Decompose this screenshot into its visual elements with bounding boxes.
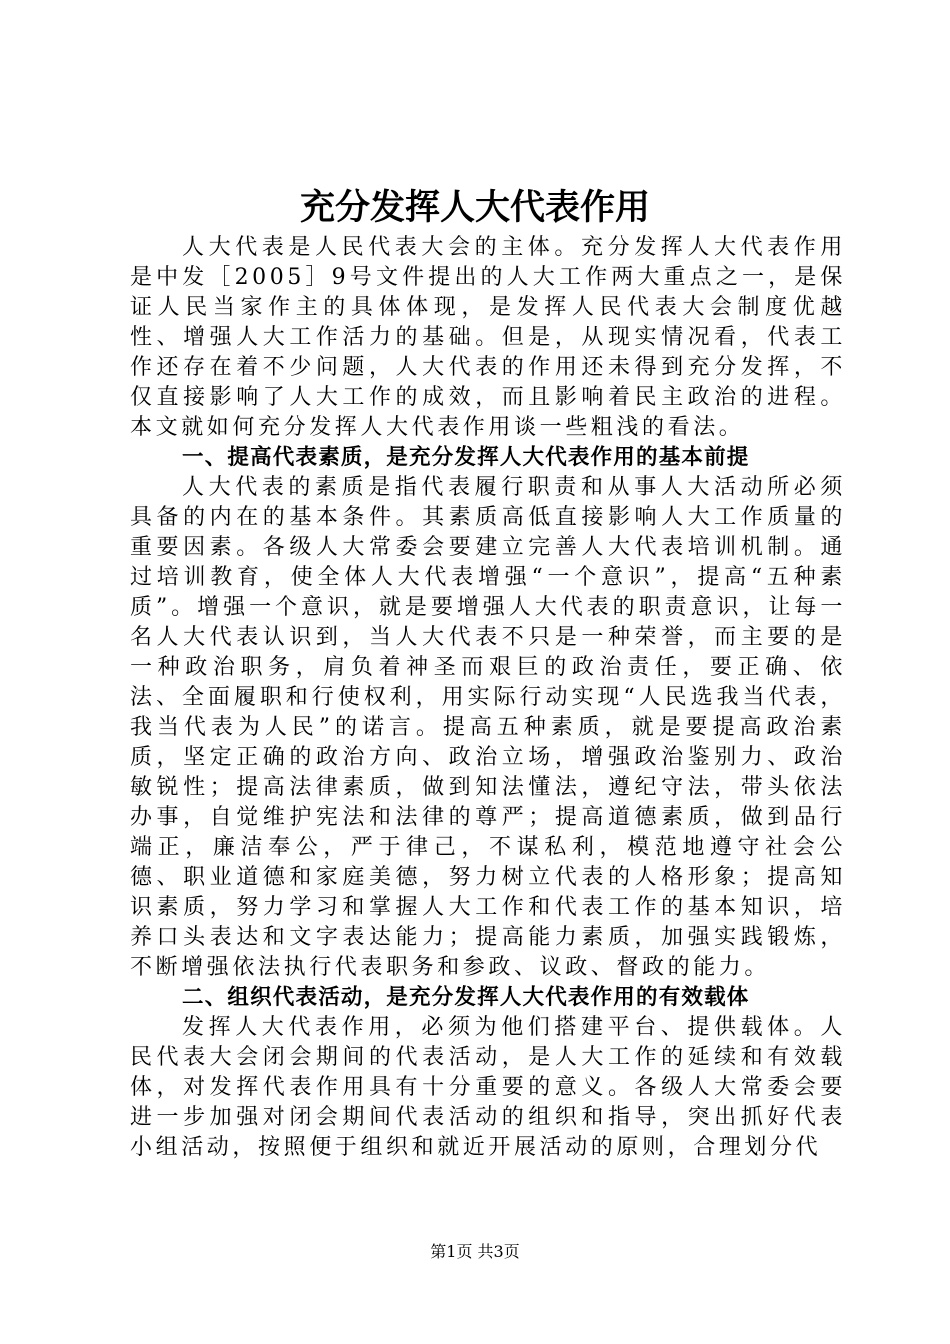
section-heading-2: 二、组织代表活动，是充分发挥人大代表作用的有效载体 — [182, 985, 750, 1010]
section-heading-1: 一、提高代表素质，是充分发挥人大代表作用的基本前提 — [182, 445, 750, 470]
page-title: 充分发挥人大代表作用 — [299, 188, 650, 228]
section-paragraph-1: 人大代表的素质是指代表履行职责和从事人大活动所必须具备的内在的基本条件。其素质高低直接影响人大工作质量的重要因素。各级人大常委会要建立完善人大代表培训机制。通过培训教育，使全体人大代表增强“一个意识”，提高“五种素质”。增强一个意识，就是要增强人大代表的职责意识，让每一名人大代表认识到，当人大代表不只是一种荣誉，而主要的是一种政治职务，肩负着神圣而艰巨的政治责任，要正确、依法、全面履职和行使权利，用实际行动实现“人民选我当代表，我当代表为人民”的诺言。提高五种素质，就是要提高政治素质，坚定正确的政治方向、政治立场，增强政治鉴别力、政治敏锐性；提高法律素质，做到知法懂法，遵纪守法，带头依法办事，自觉维护宪法和法律的尊严；提高道德素质，做到品行端正，廉洁奉公，严于律己，不谋私利，模范地遵守社会公德、职业道德和家庭美德，努力树立代表的人格形象；提高知识素质，努力学习和掌握人大工作和代表工作的基本知识，培养口头表达和文字表达能力；提高能力素质，加强实践锻炼，不断增强依法执行代表职务和参政、议政、督政的能力。 — [130, 475, 846, 980]
document-body — [130, 233, 846, 1163]
section-paragraph-2: 发挥人大代表作用，必须为他们搭建平台、提供载体。人民代表大会闭会期间的代表活动，是人大工作的延续和有效载体，对发挥代表作用具有十分重要的意义。各级人大常委会要进一步加强对闭会期间代表活动的组织和指导，突出抓好代表小组活动，按照便于组织和就近开展活动的原则，合理划分代 — [130, 1015, 846, 1160]
page-footer: 第1页 共3页 — [430, 1242, 520, 1261]
intro-paragraph: 人大代表是人民代表大会的主体。充分发挥人大代表作用是中发［2005］9号文件提出的人大工作两大重点之一，是保证人民当家作主的具体体现，是发挥人民代表大会制度优越性、增强人大工作活力的基础。但是，从现实情况看，代表工作还存在着不少问题，人大代表的作用还未得到充分发挥，不仅直接影响了人大工作的成效，而且影响着民主政治的进程。本文就如何充分发挥人大代表作用谈一些粗浅的看法。 — [130, 235, 846, 440]
